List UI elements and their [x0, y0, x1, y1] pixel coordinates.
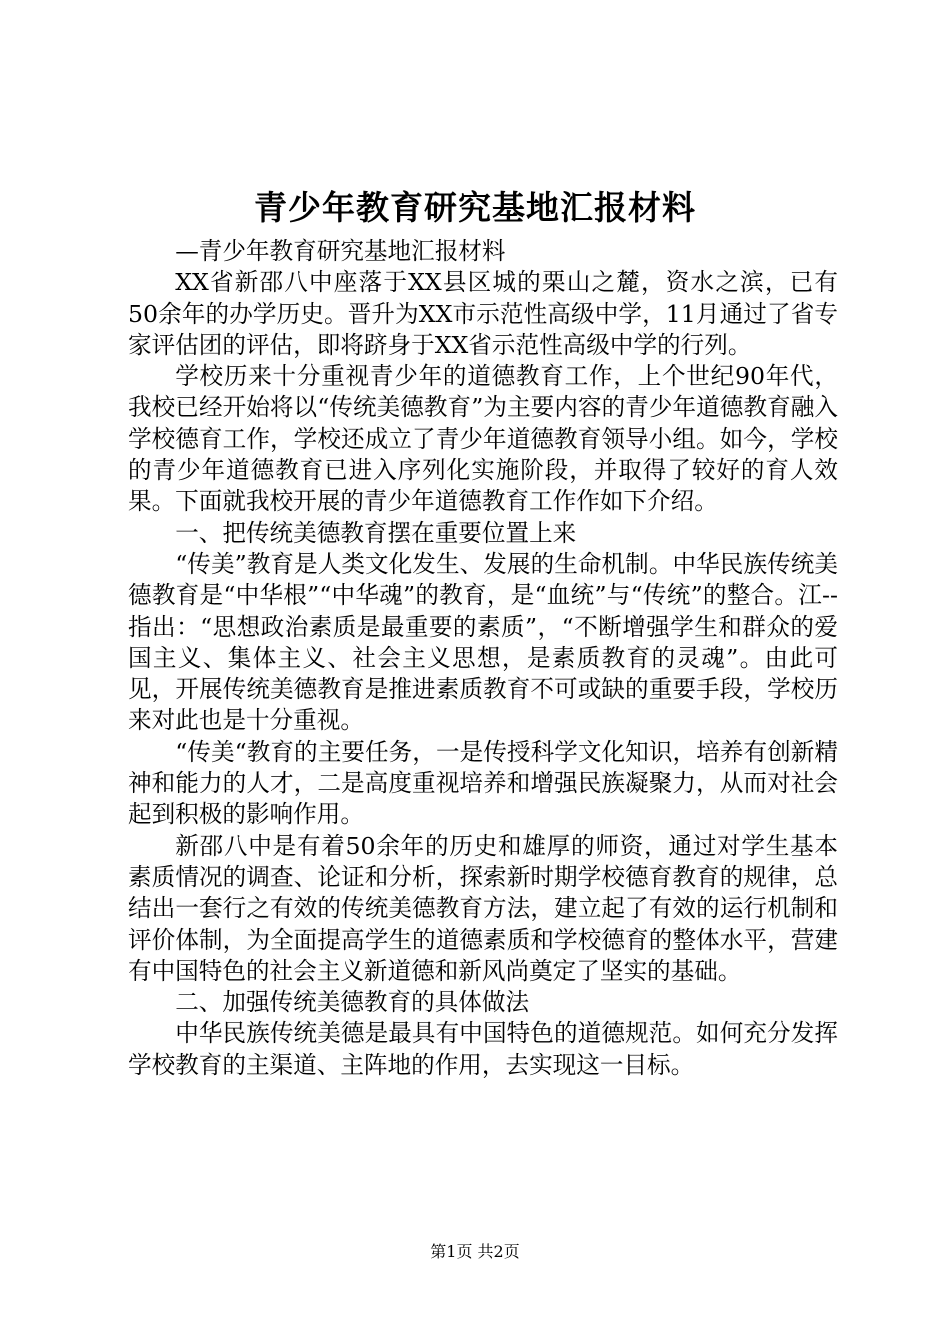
section-heading: 一、把传统美德教育摆在重要位置上来	[175, 518, 577, 547]
document-body	[128, 236, 838, 1081]
document-title: 青少年教育研究基地汇报材料	[254, 188, 696, 227]
body-paragraph: “传美“教育的主要任务，一是传授科学文化知识，培养有创新精神和能力的人才，二是高度重视培养和增强民族凝聚力，从而对社会起到积极的影响作用。	[128, 737, 838, 829]
body-paragraph: 新邵八中是有着50余年的历史和雄厚的师资，通过对学生基本素质情况的调查、论证和分析，探索新时期学校德育教育的规律，总结出一套行之有效的传统美德教育方法，建立起了有效的运行机制和评价体制，为全面提高学生的道德素质和学校德育的整体水平，营建有中国特色的社会主义新道德和新风尚奠定了坚实的基础。	[128, 831, 838, 985]
body-paragraph: 学校历来十分重视青少年的道德教育工作，上个世纪90年代，我校已经开始将以“传统美德教育”为主要内容的青少年道德教育融入学校德育工作，学校还成立了青少年道德教育领导小组。如今，学校的青少年道德教育已进入序列化实施阶段，并取得了较好的育人效果。下面就我校开展的青少年道德教育工作作如下介绍。	[128, 362, 838, 516]
body-paragraph: XX省新邵八中座落于XX县区城的栗山之麓，资水之滨，已有50余年的办学历史。晋升为XX市示范性高级中学，11月通过了省专家评估团的评估，即将跻身于XX省示范性高级中学的行列。	[128, 268, 838, 359]
subtitle-paragraph: —青少年教育研究基地汇报材料	[175, 237, 506, 265]
page-number-footer: 第1页 共2页	[430, 1242, 520, 1261]
body-paragraph: 中华民族传统美德是最具有中国特色的道德规范。如何充分发挥学校教育的主渠道、主阵地的作用，去实现这一目标。	[128, 1019, 838, 1079]
section-heading: 二、加强传统美德教育的具体做法	[175, 988, 530, 1017]
body-paragraph: “传美”教育是人类文化发生、发展的生命机制。中华民族传统美德教育是“中华根”“中华魂”的教育，是“血统”与“传统”的整合。江--指出：“思想政治素质是最重要的素质”，“不断增强学生和群众的爱国主义、集体主义、社会主义思想，是素质教育的灵魂”。由此可见，开展传统美德教育是推进素质教育不可或缺的重要手段，学校历来对此也是十分重视。	[128, 549, 838, 735]
